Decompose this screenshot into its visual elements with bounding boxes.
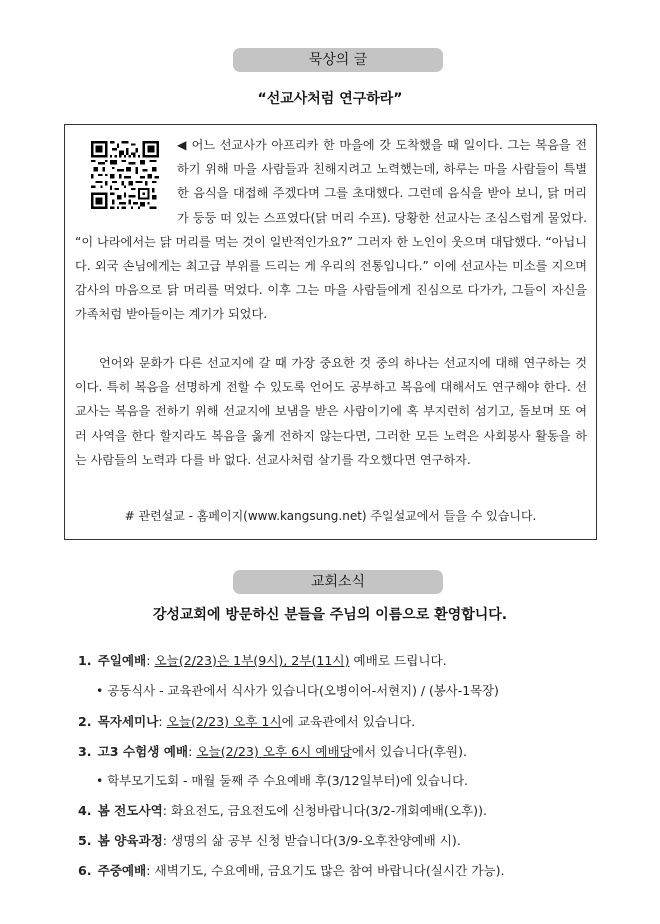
meditation-title: “선교사처럼 연구하라” xyxy=(257,91,403,107)
news-item-4: 4. 봄 전도사역: 화요전도, 금요전도에 신청바랍니다(3/2-개회예배(오후)). xyxy=(78,803,488,818)
news-item-5: 5. 봄 양육과정: 생명의 삶 공부 신청 받습니다(3/9-오후찬양예배 시). xyxy=(78,833,461,848)
news-sub-1: • 공동식사 - 교육관에서 식사가 있습니다(오병이어-서현지) / (봉사-1목장) xyxy=(96,683,499,698)
news-item-2: 2. 목자세미나: 오늘(2/23) 오후 1시에 교육관에서 있습니다. xyxy=(78,714,416,729)
news-sub-3: • 학부모기도회 - 매월 둘째 주 수요예배 후(3/12일부터)에 있습니다. xyxy=(96,773,468,788)
meditation-box xyxy=(64,124,597,540)
sermon-note: # 관련설교 - 홈페이지(www.kangsung.net) 주일설교에서 들을 수 있습니다. xyxy=(124,509,537,523)
news-item-3: 3. 고3 수험생 예배: 오늘(2/23) 오후 6시 예배당에서 있습니다(후원). xyxy=(78,744,467,759)
news-item-6: 6. 주중예배: 새벽기도, 수요예배, 금요기도 많은 참여 바랍니다(실시간 가능). xyxy=(78,863,505,878)
section-pill-meditation: 묵상의 글 xyxy=(233,48,443,72)
meditation-paragraph-2: 언어와 문화가 다른 선교지에 갈 때 가장 중요한 것 중의 하나는 선교지에 대해 연구하는 것이다. 특히 복음을 선명하게 전할 수 있도록 언어도 공부하고 복음에 대해서도 연구해야 한다. 선교사는 복음을 전하기 위해 선교지에 보냄을 받은 사람이기에 혹 부지런히 섬기고, 돌보며 또 여러 사역을 한다 할지라도 복음을 옳게 전하지 않는다면, 그러한 모든 노력은 사회봉사 활동을 하는 사람들의 노력과 다를 바 없다. 선교사처럼 살기를 각오했다면 연구하자. xyxy=(75,356,587,467)
news-item-1: 1. 주일예배: 오늘(2/23)은 1부(9시), 2부(11시) 예배로 드립니다. xyxy=(78,653,447,668)
section-pill-news: 교회소식 xyxy=(233,570,443,594)
meditation-paragraph-1: ◀ 어느 선교사가 아프리카 한 마을에 갓 도착했을 때 일이다. 그는 복음을 전하기 위해 마을 사람들과 친해지려고 노력했는데, 하루는 마을 사람들이 특별한 음식을 대접해 주겠다며 그를 초대했다. 그런데 음식을 받아 보니, 닭 머리가 둥둥 떠 있는 스프였다(닭 머리 수프). 당황한 선교사는 조심스럽게 물었다. “이 나라에서는 닭 머리를 먹는 것이 일반적인가요?” 그러자 한 노인이 웃으며 대답했다. “아닙니다. 외국 손님에게는 최고급 부위를 드리는 게 우리의 전통입니다.” 이에 선교사는 미소를 지으며 감사의 마음으로 닭 머리를 먹었다. 이후 그는 마을 사람들에게 진심으로 다가가, 그들이 자신을 가족처럼 받아들이는 계기가 되었다. xyxy=(75,138,587,322)
welcome-title: 강성교회에 방문하신 분들을 주님의 이름으로 환영합니다. xyxy=(152,607,508,623)
